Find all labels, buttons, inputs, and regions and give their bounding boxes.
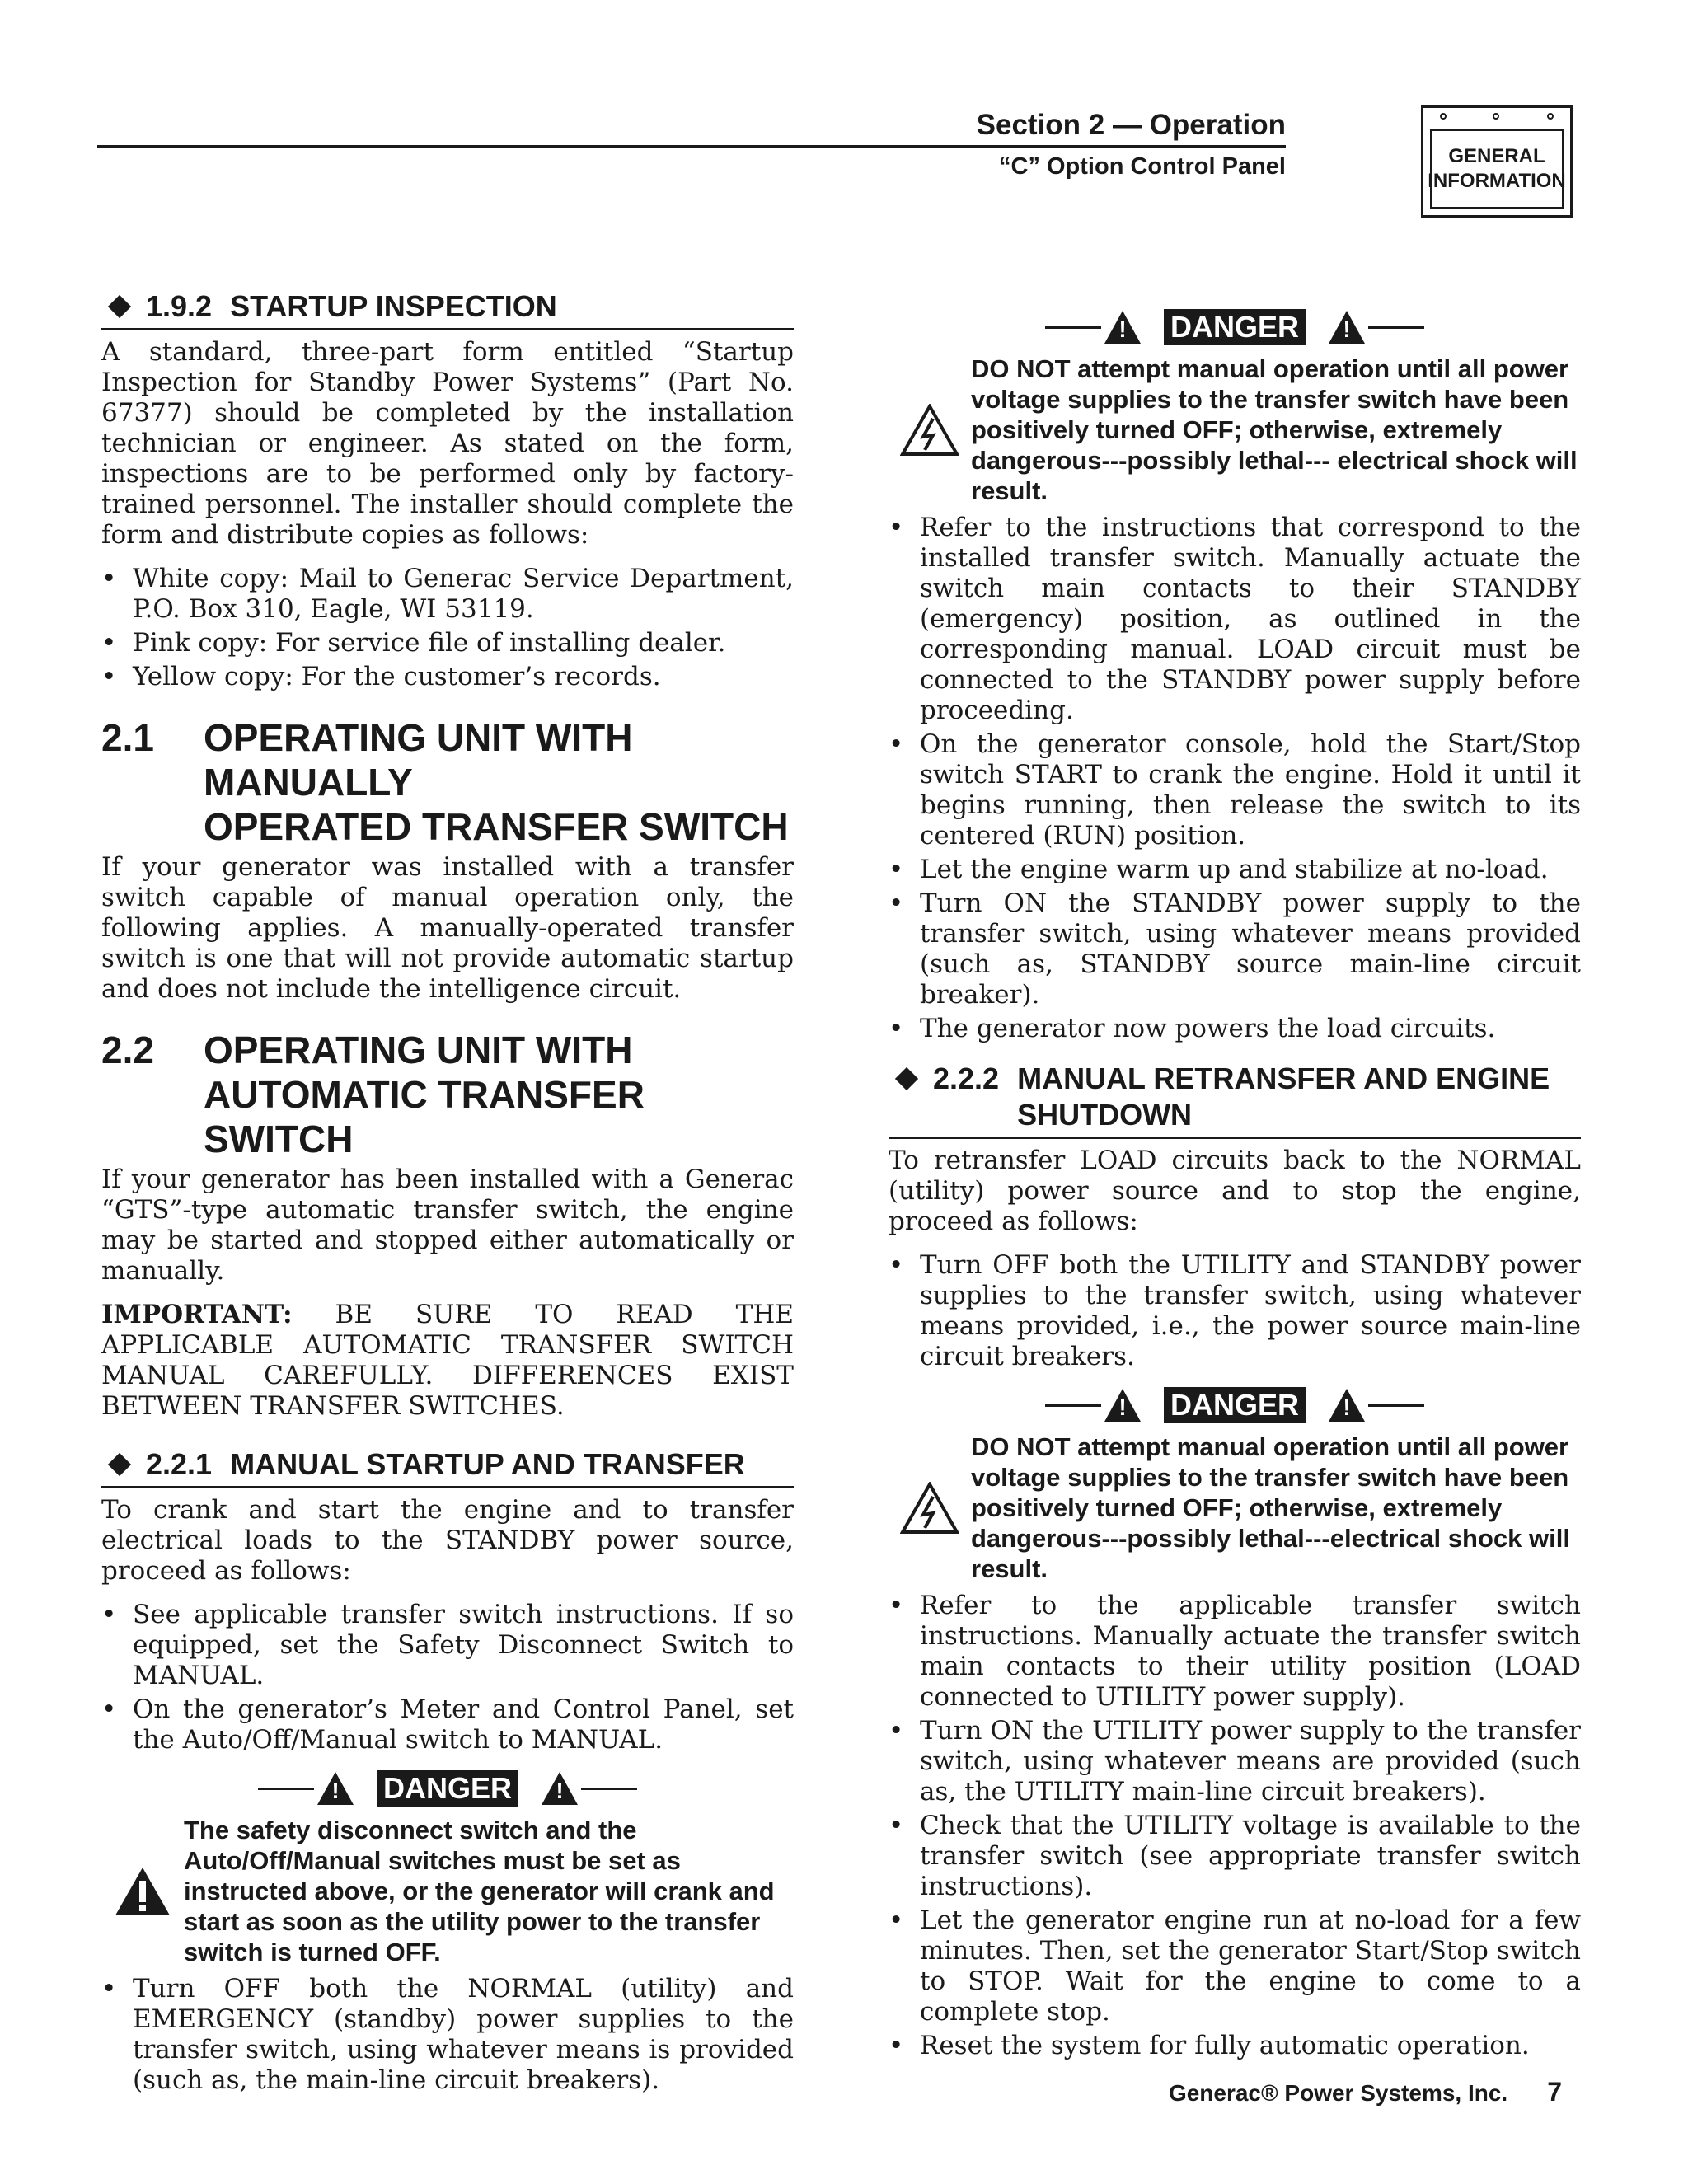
bullet-list (889, 513, 1581, 1044)
heading-number: 2.1 (101, 716, 154, 759)
bullet-list (101, 1600, 794, 1755)
heading-title-line: OPERATING UNIT WITH MANUALLY (204, 716, 633, 804)
list-item: • White copy: Mail to Generac Service Department, P.O. Box 310, Eagle, WI 53119. (101, 564, 794, 625)
list-item: • Pink copy: For service file of installing dealer. (101, 628, 794, 658)
tag-line-1: GENERAL (1448, 145, 1545, 167)
tag-hole (1547, 113, 1554, 120)
list-item: • Yellow copy: For the customer’s records. (101, 662, 794, 692)
warning-triangle-icon: ! (317, 1772, 354, 1805)
danger-notice (889, 354, 1581, 506)
list-item: • Turn ON the STANDBY power supply to the transfer switch, using whatever means provided (such as, STANDBY source main-line circuit breaker). (889, 888, 1581, 1010)
bullet-list (101, 1974, 794, 2096)
danger-text: DO NOT attempt manual operation until all power voltage supplies to the transfer switch have been positively turned OFF; otherwise, extremely dangerous---possibly lethal---electrical shock will result. (971, 1432, 1570, 1583)
paragraph: If your generator has been installed with a Generac “GTS”-type automatic transfer switch, the engine may be started and stopped either automatically or manually. (101, 1165, 794, 1286)
heading-2-2-1 (101, 1446, 794, 1488)
heading-2-1 (101, 715, 794, 849)
heading-number: 2.2 (101, 1029, 154, 1071)
list-item: • Refer to the applicable transfer switch instructions. Manually actuate the transfer switch main contacts to their utility position (LOAD connected to UTILITY power supply). (889, 1591, 1581, 1713)
heading-1-9-2 (101, 288, 794, 330)
danger-text: DO NOT attempt manual operation until all power voltage supplies to the transfer switch have been positively turned OFF; otherwise, extremely dangerous---possibly lethal--- electrical shock will result. (971, 354, 1578, 505)
list-item: • See applicable transfer switch instructions. If so equipped, set the Safety Disconnect Switch to MANUAL. (101, 1600, 794, 1691)
warning-triangle-icon: ! (1104, 1389, 1141, 1422)
paragraph: A standard, three-part form entitled “Startup Inspection for Standby Power Systems” (Part No. 67377) should be completed by the installation technician or engineer. As stated on the form, inspections are to be performed only by factory-trained personnel. The installer should complete the form and distribute copies as follows: (101, 337, 794, 550)
paragraph: To retransfer LOAD circuits back to the NORMAL (utility) power source and to stop the engine, proceed as follows: (889, 1146, 1581, 1236)
heading-title-line: OPERATED TRANSFER SWITCH (204, 805, 789, 848)
warning-triangle-icon: ! (1329, 311, 1365, 344)
list-item: • On the generator console, hold the Start/Stop switch START to crank the engine. Hold it until it begins running, then release the switch to its centered (RUN) position. (889, 729, 1581, 851)
danger-banner (889, 309, 1581, 345)
heading-2-2-2 (889, 1061, 1581, 1139)
important-text: BE SURE TO READ THE APPLICABLE AUTOMATIC TRANSFER SWITCH MANUAL CAREFULLY. DIFFERENCES EXIST BETWEEN TRANSFER SWITCHES. (101, 1300, 794, 1421)
heading-2-2 (101, 1028, 794, 1161)
heading-title: STARTUP INSPECTION (230, 289, 557, 323)
page-footer (1169, 2077, 1562, 2107)
footer-company: Generac® Power Systems, Inc. (1168, 2080, 1508, 2106)
bullet-list (889, 1591, 1581, 2061)
danger-notice (889, 1432, 1581, 1584)
general-information-tag (1421, 105, 1573, 218)
diamond-bullet-icon (108, 1453, 131, 1476)
warning-exclamation-icon (114, 1866, 171, 1917)
heading-title: MANUAL RETRANSFER AND ENGINE SHUTDOWN (1017, 1062, 1550, 1132)
danger-label: DANGER (1164, 309, 1306, 345)
page-number: 7 (1547, 2077, 1562, 2107)
list-item: • Let the generator engine run at no-load for a few minutes. Then, set the generator Start/Stop switch to STOP. Wait for the engine to come to a complete stop. (889, 1905, 1581, 2027)
header-rule (97, 145, 1286, 148)
danger-banner (889, 1387, 1581, 1423)
right-column (889, 309, 1581, 2071)
danger-label: DANGER (1164, 1387, 1306, 1423)
paragraph: To crank and start the engine and to transfer electrical loads to the STANDBY power source, proceed as follows: (101, 1495, 794, 1586)
heading-number: 2.2.1 (146, 1447, 213, 1481)
danger-text: The safety disconnect switch and the Auto/Off/Manual switches must be set as instructed above, or the generator will crank and start as soon as the utility power to the transfer switch is turned OFF. (184, 1816, 775, 1966)
important-label: IMPORTANT: (101, 1300, 293, 1329)
heading-number: 2.2.2 (933, 1062, 1000, 1095)
paragraph: If your generator was installed with a transfer switch capable of manual operation only, the following applies. A manually-operated transfer switch is one that will not provide automatic startup and does not include the intelligence circuit. (101, 852, 794, 1004)
left-column (101, 288, 794, 2106)
diamond-bullet-icon (108, 295, 131, 318)
list-item: • Let the engine warm up and stabilize at no-load. (889, 855, 1581, 885)
heading-title-line: OPERATING UNIT WITH (204, 1029, 633, 1071)
warning-triangle-icon: ! (542, 1772, 578, 1805)
section-subtitle: “C” Option Control Panel (999, 153, 1286, 180)
warning-triangle-icon: ! (1329, 1389, 1365, 1422)
important-note (101, 1300, 794, 1422)
electrical-hazard-icon (900, 1482, 959, 1535)
danger-label: DANGER (377, 1770, 518, 1807)
heading-title-line: AUTOMATIC TRANSFER SWITCH (204, 1073, 645, 1160)
list-item: • Turn ON the UTILITY power supply to the transfer switch, using whatever means are provided (such as, the UTILITY main-line circuit breakers). (889, 1716, 1581, 1807)
list-item: • Turn OFF both the NORMAL (utility) and EMERGENCY (standby) power supplies to the transfer switch, using whatever means is provided (such as, the main-line circuit breakers). (101, 1974, 794, 2096)
heading-number: 1.9.2 (146, 289, 213, 323)
bullet-list (101, 564, 794, 692)
tag-line-2: INFORMATION (1428, 170, 1566, 192)
list-item: • On the generator’s Meter and Control Panel, set the Auto/Off/Manual switch to MANUAL. (101, 1694, 794, 1755)
section-title: Section 2 — Operation (976, 109, 1286, 141)
heading-title: MANUAL STARTUP AND TRANSFER (230, 1447, 745, 1481)
electrical-hazard-icon (900, 404, 959, 457)
danger-banner (101, 1770, 794, 1807)
list-item: • Turn OFF both the UTILITY and STANDBY power supplies to the transfer switch, using whatever means provided, i.e., the power source main-line circuit breakers. (889, 1250, 1581, 1372)
danger-notice (101, 1815, 794, 1967)
list-item: • Refer to the instructions that correspond to the installed transfer switch. Manually actuate the switch main contacts to their STANDBY (emergency) position, as outlined in the corresponding manual. LOAD circuit must be connected to the STANDBY power supply before proceeding. (889, 513, 1581, 726)
list-item: • The generator now powers the load circuits. (889, 1014, 1581, 1044)
bullet-list (889, 1250, 1581, 1372)
tag-hole (1493, 113, 1499, 120)
list-item: • Check that the UTILITY voltage is available to the transfer switch (see appropriate transfer switch instructions). (889, 1811, 1581, 1902)
tag-hole (1440, 113, 1447, 120)
list-item: • Reset the system for fully automatic operation. (889, 2031, 1581, 2061)
warning-triangle-icon: ! (1104, 311, 1141, 344)
diamond-bullet-icon (895, 1067, 918, 1090)
